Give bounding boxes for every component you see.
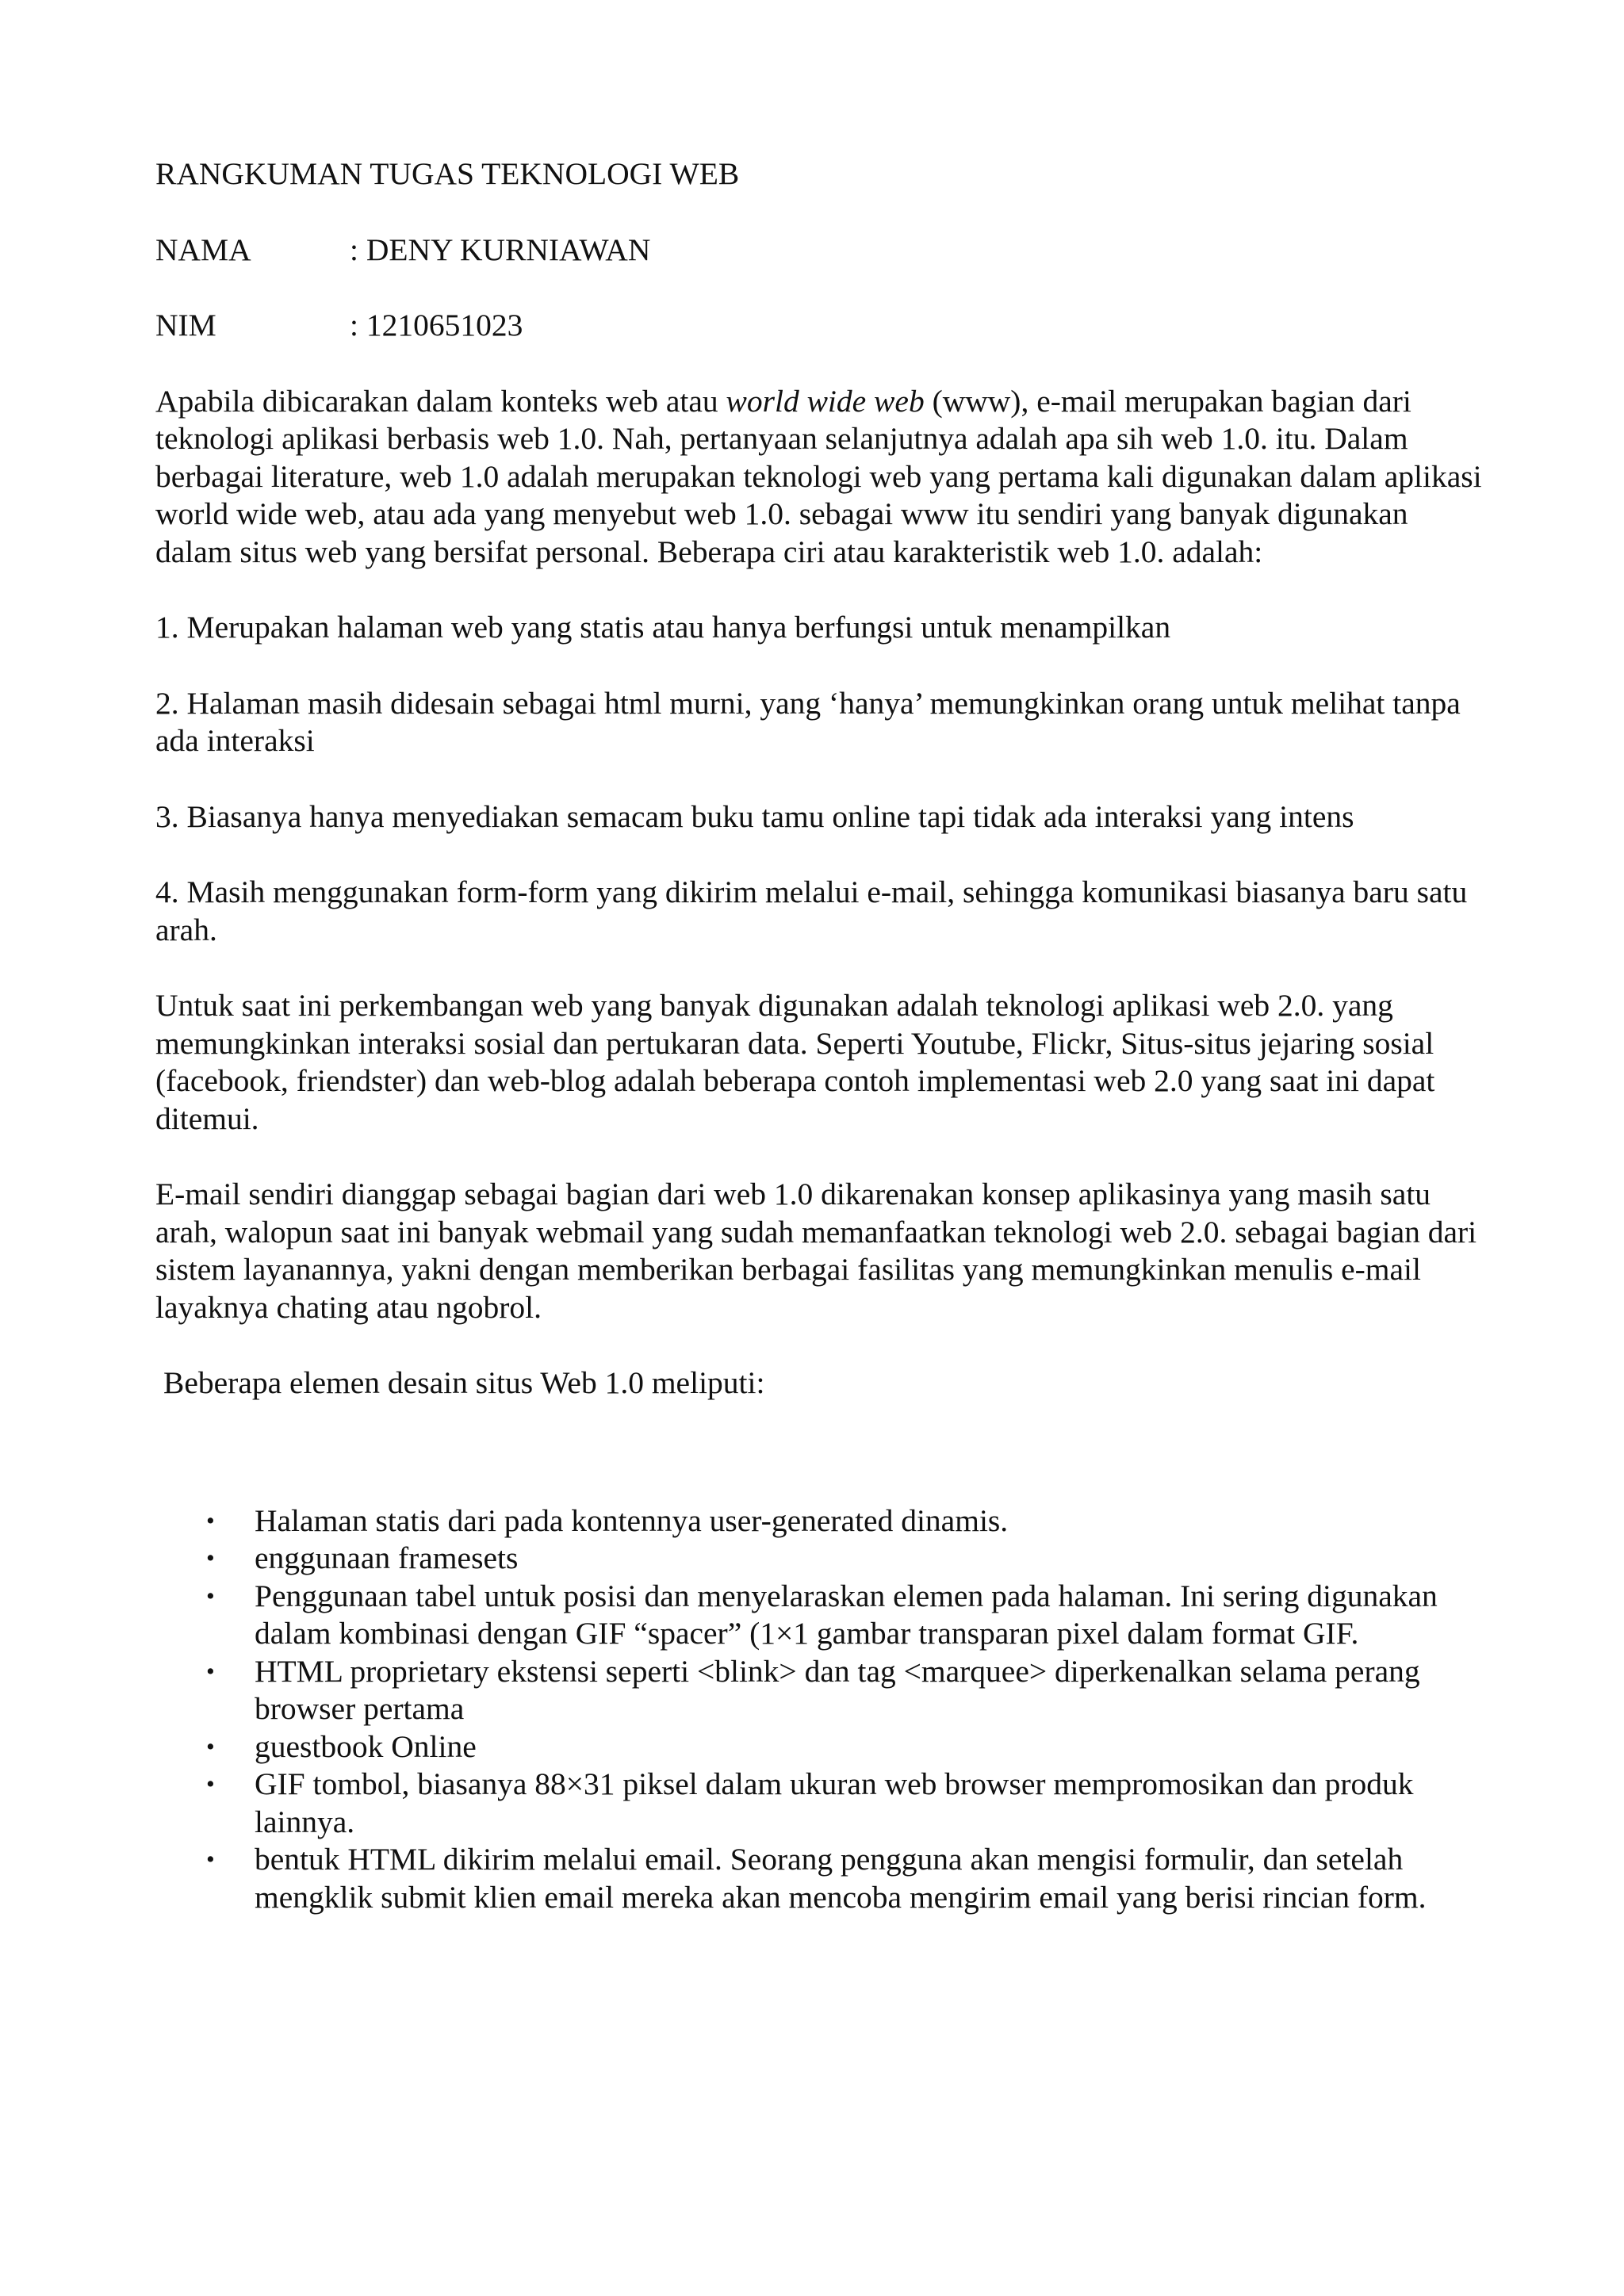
bullet-icon: •	[205, 1735, 216, 1758]
intro-text-prefix: Apabila dibicarakan dalam konteks web atau	[155, 383, 726, 419]
nim-label: NIM	[155, 308, 216, 342]
bullet-icon: •	[205, 1848, 216, 1871]
bullet-icon: •	[205, 1509, 216, 1533]
list-item-text: guestbook Online	[255, 1728, 477, 1764]
list-item-text: enggunaan framesets	[255, 1540, 519, 1575]
intro-paragraph	[155, 383, 1488, 572]
elements-heading: Beberapa elemen desain situs Web 1.0 meliputi:	[163, 1365, 765, 1400]
nim-value: : 1210651023	[350, 308, 523, 342]
list-item	[155, 1728, 1488, 1766]
name-value: : DENY KURNIAWAN	[350, 232, 651, 267]
list-item-text: Halaman statis dari pada kontennya user-generated dinamis.	[255, 1502, 1009, 1538]
bullet-icon: •	[205, 1547, 216, 1570]
numbered-point-1: 1. Merupakan halaman web yang statis atau hanya berfungsi untuk menampilkan	[155, 610, 1171, 645]
list-item	[155, 1766, 1488, 1841]
name-label: NAMA	[155, 232, 251, 267]
document-title: RANGKUMAN TUGAS TEKNOLOGI WEB	[155, 156, 740, 191]
bullet-icon: •	[205, 1773, 216, 1796]
name-row	[155, 232, 1488, 270]
list-item	[155, 1841, 1488, 1916]
list-item-text: Penggunaan tabel untuk posisi dan menyelaraskan elemen pada halaman. Ini sering digunakan dalam kombinasi dengan GIF “spacer” (1×1 gambar transparan pixel dalam format GIF.	[255, 1578, 1438, 1651]
email-paragraph: E-mail sendiri dianggap sebagai bagian dari web 1.0 dikarenakan konsep aplikasinya yang masih satu arah, walopun saat ini banyak webmail yang sudah memanfaatkan teknologi web 2.0. sebagai bagian dari sistem layanannya, yakni dengan memberikan berbagai fasilitas yang memungkinkan menulis e-mail layaknya chating atau ngobrol.	[155, 1177, 1477, 1325]
numbered-point-3: 3. Biasanya hanya menyediakan semacam buku tamu online tapi tidak ada interaksi yang intens	[155, 798, 1354, 834]
document-content	[155, 155, 1488, 1916]
bullet-icon: •	[205, 1584, 216, 1608]
web-2-paragraph: Untuk saat ini perkembangan web yang banyak digunakan adalah teknologi aplikasi web 2.0. yang memungkinkan interaksi sosial dan pertukaran data. Seperti Youtube, Flickr, Situs-situs jejaring sosial (facebook, friendster) dan web-blog adalah beberapa contoh implementasi web 2.0 yang saat ini dapat ditemui.	[155, 988, 1435, 1136]
numbered-point-2: 2. Halaman masih didesain sebagai html murni, yang ‘hanya’ memungkinkan orang untuk melihat tanpa ada interaksi	[155, 685, 1461, 758]
intro-italic-term: world wide web	[726, 383, 925, 419]
design-elements-list	[155, 1502, 1488, 1917]
list-item-text: bentuk HTML dikirim melalui email. Seorang pengguna akan mengisi formulir, dan setelah mengklik submit klien email mereka akan mencoba mengirim email yang berisi rincian form.	[255, 1842, 1427, 1915]
list-item-text: GIF tombol, biasanya 88×31 piksel dalam ukuran web browser mempromosikan dan produk lainnya.	[255, 1766, 1414, 1839]
list-item	[155, 1502, 1488, 1540]
bullet-icon: •	[205, 1659, 216, 1683]
numbered-point-4: 4. Masih menggunakan form-form yang dikirim melalui e-mail, sehingga komunikasi biasanya baru satu arah.	[155, 874, 1468, 947]
list-item	[155, 1653, 1488, 1728]
nim-row	[155, 307, 1488, 345]
list-item	[155, 1578, 1488, 1653]
intro-text-suffix: (www), e-mail merupakan bagian dari teknologi aplikasi berbasis web 1.0. Nah, pertanyaan selanjutnya adalah apa sih web 1.0. itu. Dalam berbagai literature, web 1.0 adalah merupakan teknologi web yang pertama kali digunakan dalam aplikasi world wide web, atau ada yang menyebut web 1.0. sebagai www itu sendiri yang banyak digunakan dalam situs web yang bersifat personal. Beberapa ciri atau karakteristik web 1.0. adalah:	[155, 383, 1482, 569]
list-item-text: HTML proprietary ekstensi seperti <blink> dan tag <marquee> diperkenalkan selama perang browser pertama	[255, 1653, 1420, 1726]
list-item	[155, 1540, 1488, 1578]
